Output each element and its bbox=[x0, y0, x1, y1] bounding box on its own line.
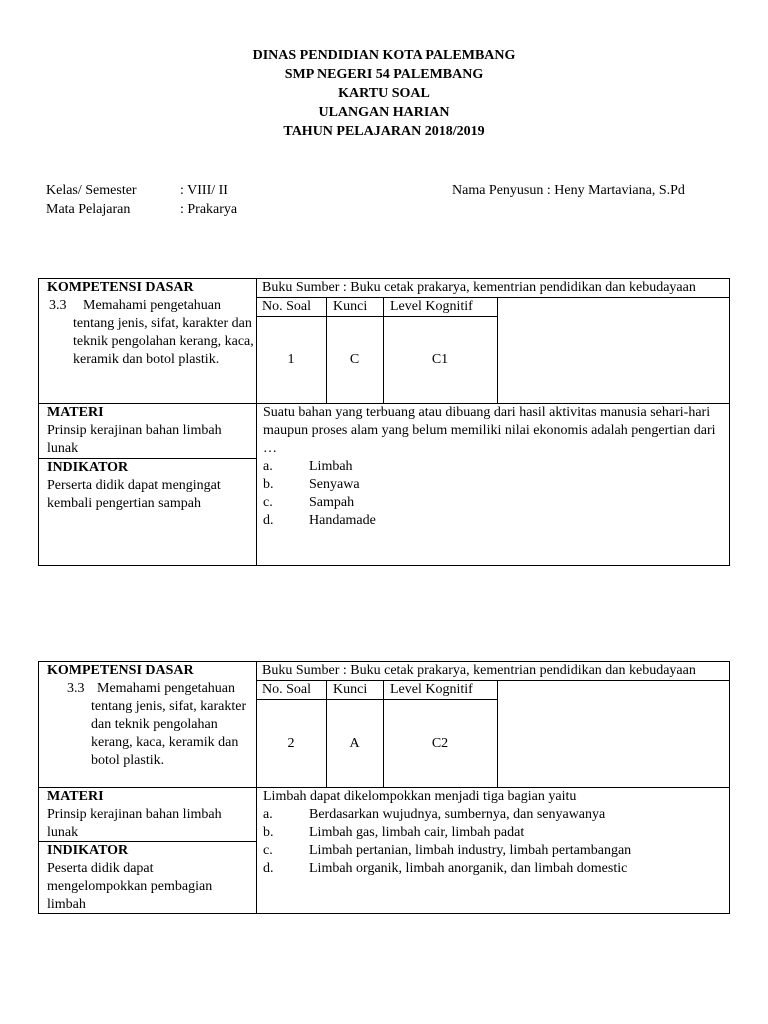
options-list bbox=[263, 458, 727, 530]
no-soal-value: 1 bbox=[287, 352, 295, 367]
level-value: C2 bbox=[431, 736, 449, 751]
divider bbox=[256, 316, 497, 317]
header-line-5: TAHUN PELAJARAN 2018/2019 bbox=[283, 124, 485, 139]
col-no-soal: No. Soal bbox=[262, 682, 311, 697]
indikator-title: INDIKATOR bbox=[47, 460, 129, 475]
option-c: c. Sampah bbox=[263, 495, 355, 510]
col-no-soal: No. Soal bbox=[262, 299, 311, 314]
divider bbox=[326, 297, 327, 403]
col-level: Level Kognitif bbox=[390, 682, 473, 697]
buku-sumber: Buku Sumber : Buku cetak prakarya, kementrian pendidikan dan kebudayaan bbox=[262, 280, 696, 295]
question-card-1 bbox=[38, 278, 730, 566]
option-a: a. Limbah bbox=[263, 459, 353, 474]
kd-title: KOMPETENSI DASAR bbox=[47, 663, 194, 678]
divider bbox=[326, 680, 327, 787]
divider bbox=[256, 279, 257, 565]
header-line-1: DINAS PENDIDIAN KOTA PALEMBANG bbox=[252, 48, 516, 63]
divider bbox=[497, 297, 498, 403]
header-line-4: ULANGAN HARIAN bbox=[318, 105, 450, 120]
mapel-value: : Prakarya bbox=[180, 202, 238, 217]
divider bbox=[383, 297, 384, 403]
col-kunci: Kunci bbox=[333, 299, 368, 314]
question-card-2 bbox=[38, 661, 730, 914]
materi-title: MATERI bbox=[47, 405, 104, 420]
materi-title: MATERI bbox=[47, 789, 104, 804]
kunci-value: A bbox=[349, 736, 360, 751]
kunci-value: C bbox=[349, 352, 360, 367]
buku-sumber: Buku Sumber : Buku cetak prakarya, kementrian pendidikan dan kebudayaan bbox=[262, 663, 696, 678]
indikator-text: Peserta didik dapat mengelompokkan pembagian limbah bbox=[47, 861, 213, 912]
penyusun: Nama Penyusun : Heny Martaviana, S.Pd bbox=[452, 183, 685, 198]
col-level: Level Kognitif bbox=[390, 299, 473, 314]
mapel-label: Mata Pelajaran bbox=[46, 202, 131, 217]
option-d: d. Limbah organik, limbah anorganik, dan limbah domestic bbox=[263, 861, 628, 876]
divider bbox=[256, 699, 497, 700]
options-list bbox=[263, 806, 727, 878]
col-kunci: Kunci bbox=[333, 682, 368, 697]
option-d: d. Handamade bbox=[263, 513, 376, 528]
document-header bbox=[0, 46, 768, 141]
materi-text: Prinsip kerajinan bahan limbah lunak bbox=[47, 423, 222, 456]
header-line-3: KARTU SOAL bbox=[338, 86, 430, 101]
no-soal-value: 2 bbox=[287, 736, 295, 751]
kelas-value: : VIII/ II bbox=[180, 183, 228, 198]
question-text: Limbah dapat dikelompokkan menjadi tiga bagian yaitu bbox=[263, 789, 577, 804]
divider bbox=[383, 680, 384, 787]
kd-text: Memahami pengetahuan tentang jenis, sifat, karakter dan teknik pengolahan kerang, kaca, keramik dan botol plastik. bbox=[73, 298, 254, 367]
kd-number: 3.3 bbox=[67, 681, 85, 696]
option-b: b. Limbah gas, limbah cair, limbah padat bbox=[263, 825, 525, 840]
option-b: b. Senyawa bbox=[263, 477, 360, 492]
option-a: a. Berdasarkan wujudnya, sumbernya, dan senyawanya bbox=[263, 807, 606, 822]
indikator-title: INDIKATOR bbox=[47, 843, 129, 858]
indikator-text: Perserta didik dapat mengingat kembali pengertian sampah bbox=[47, 478, 221, 511]
kd-title: KOMPETENSI DASAR bbox=[47, 280, 194, 295]
materi-text: Prinsip kerajinan bahan limbah lunak bbox=[47, 807, 222, 840]
kd-number: 3.3 bbox=[49, 298, 67, 313]
divider bbox=[497, 680, 498, 787]
kelas-label: Kelas/ Semester bbox=[46, 183, 137, 198]
level-value: C1 bbox=[431, 352, 449, 367]
header-line-2: SMP NEGERI 54 PALEMBANG bbox=[284, 67, 484, 82]
option-c: c. Limbah pertanian, limbah industry, limbah pertambangan bbox=[263, 843, 632, 858]
kd-text: Memahami pengetahuan tentang jenis, sifat, karakter dan teknik pengolahan kerang, kaca, keramik dan botol plastik. bbox=[91, 681, 247, 768]
question-text: Suatu bahan yang terbuang atau dibuang dari hasil aktivitas manusia sehari-hari maupun proses alam yang belum memiliki nilai ekonomis adalah pengertian dari … bbox=[263, 405, 716, 456]
